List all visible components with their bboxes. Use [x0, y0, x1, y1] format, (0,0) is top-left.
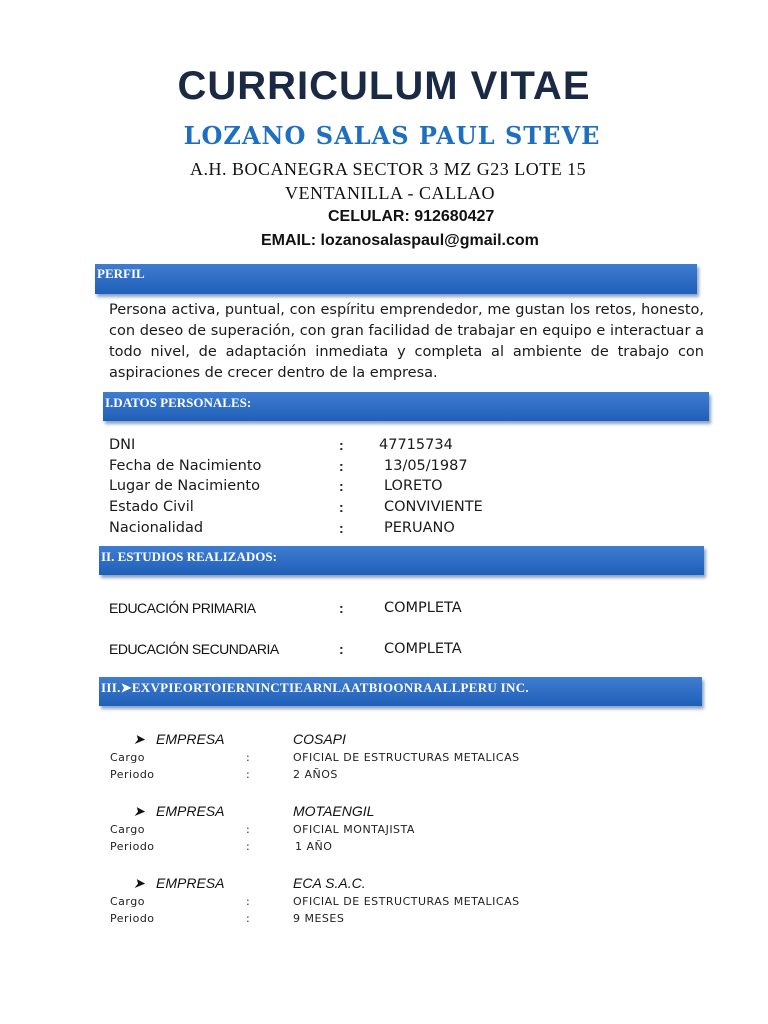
job-label: EMPRESA [156, 875, 225, 891]
job-label: EMPRESA [156, 803, 225, 819]
job-cargo-label: Cargo [110, 823, 145, 836]
job-cargo: OFICIAL DE ESTRUCTURAS METALICAS [293, 895, 520, 908]
job-periodo: 1 AÑO [295, 840, 333, 853]
job-bullet-icon: ➤ [133, 875, 145, 891]
personal-colon: : [339, 478, 344, 494]
personal-label: Estado Civil [109, 499, 194, 515]
experience-heading-bar [99, 677, 702, 706]
person-name: LOZANO SALAS PAUL STEVE [183, 121, 601, 150]
address-line-1: A.H. BOCANEGRA SECTOR 3 MZ G23 LOTE 15 [190, 159, 587, 179]
job-bullet-icon: ➤ [133, 803, 145, 819]
job-cargo-label: Cargo [110, 895, 145, 908]
job-company: COSAPI [293, 731, 346, 747]
job-periodo-label: Periodo [110, 768, 155, 781]
personal-value: 13/05/1987 [384, 458, 468, 474]
study-label: EDUCACIÓN SECUNDARIA [109, 641, 279, 657]
personal-value: LORETO [384, 478, 443, 494]
job-periodo: 2 AÑOS [293, 768, 338, 781]
job-cargo-colon: : [246, 895, 251, 908]
personal-value: CONVIVIENTE [384, 499, 483, 515]
study-value: COMPLETA [384, 641, 462, 657]
job-periodo: 9 MESES [293, 912, 345, 925]
experience-heading: III.➤EXVPIEORTOIERNINCTIEARNLAATBIOONRAALLPERU INC. [101, 680, 529, 695]
personal-label: Fecha de Nacimiento [109, 458, 262, 474]
job-periodo-colon: : [246, 768, 251, 781]
personal-colon: : [339, 520, 344, 536]
studies-heading-bar [99, 546, 704, 575]
job-company: MOTAENGIL [293, 803, 375, 819]
job-cargo-colon: : [246, 751, 251, 764]
job-cargo: OFICIAL MONTAJISTA [293, 823, 415, 836]
personal-label: Nacionalidad [109, 520, 204, 536]
perfil-text: Persona activa, puntual, con espíritu emprendedor, me gustan los retos, honesto, con deseo de superación, con gran facilidad de trabajar en equipo e interactuar a todo nivel, de adaptación inmediata y completa al ambiente de trabajo con aspiraciones de crecer dentro de la empresa. [109, 302, 704, 381]
job-cargo: OFICIAL DE ESTRUCTURAS METALICAS [293, 751, 520, 764]
personal-label: Lugar de Nacimiento [109, 478, 260, 494]
studies-heading: II. ESTUDIOS REALIZADOS: [101, 549, 277, 564]
perfil-heading: PERFIL [97, 266, 145, 281]
address-line-2: VENTANILLA - CALLAO [285, 183, 496, 203]
personal-value: 47715734 [379, 437, 453, 453]
personal-heading: I.DATOS PERSONALES: [105, 395, 252, 410]
job-company: ECA S.A.C. [293, 875, 366, 891]
study-colon: : [339, 600, 344, 616]
personal-colon: : [339, 458, 344, 474]
document-title: CURRICULUM VITAE [177, 64, 591, 108]
personal-value: PERUANO [384, 520, 455, 536]
job-periodo-colon: : [246, 840, 251, 853]
study-label: EDUCACIÓN PRIMARIA [109, 600, 256, 616]
study-colon: : [339, 641, 344, 657]
personal-colon: : [339, 437, 344, 453]
study-value: COMPLETA [384, 600, 462, 616]
phone: CELULAR: 912680427 [328, 208, 495, 225]
personal-label: DNI [109, 437, 136, 453]
job-bullet-icon: ➤ [133, 731, 145, 747]
personal-heading-bar [103, 392, 709, 421]
perfil-heading-bar [95, 264, 697, 294]
job-periodo-colon: : [246, 912, 251, 925]
job-periodo-label: Periodo [110, 840, 155, 853]
job-cargo-label: Cargo [110, 751, 145, 764]
job-cargo-colon: : [246, 823, 251, 836]
job-periodo-label: Periodo [110, 912, 155, 925]
personal-colon: : [339, 499, 344, 515]
email: EMAIL: lozanosalaspaul@gmail.com [261, 232, 539, 249]
job-label: EMPRESA [156, 731, 225, 747]
